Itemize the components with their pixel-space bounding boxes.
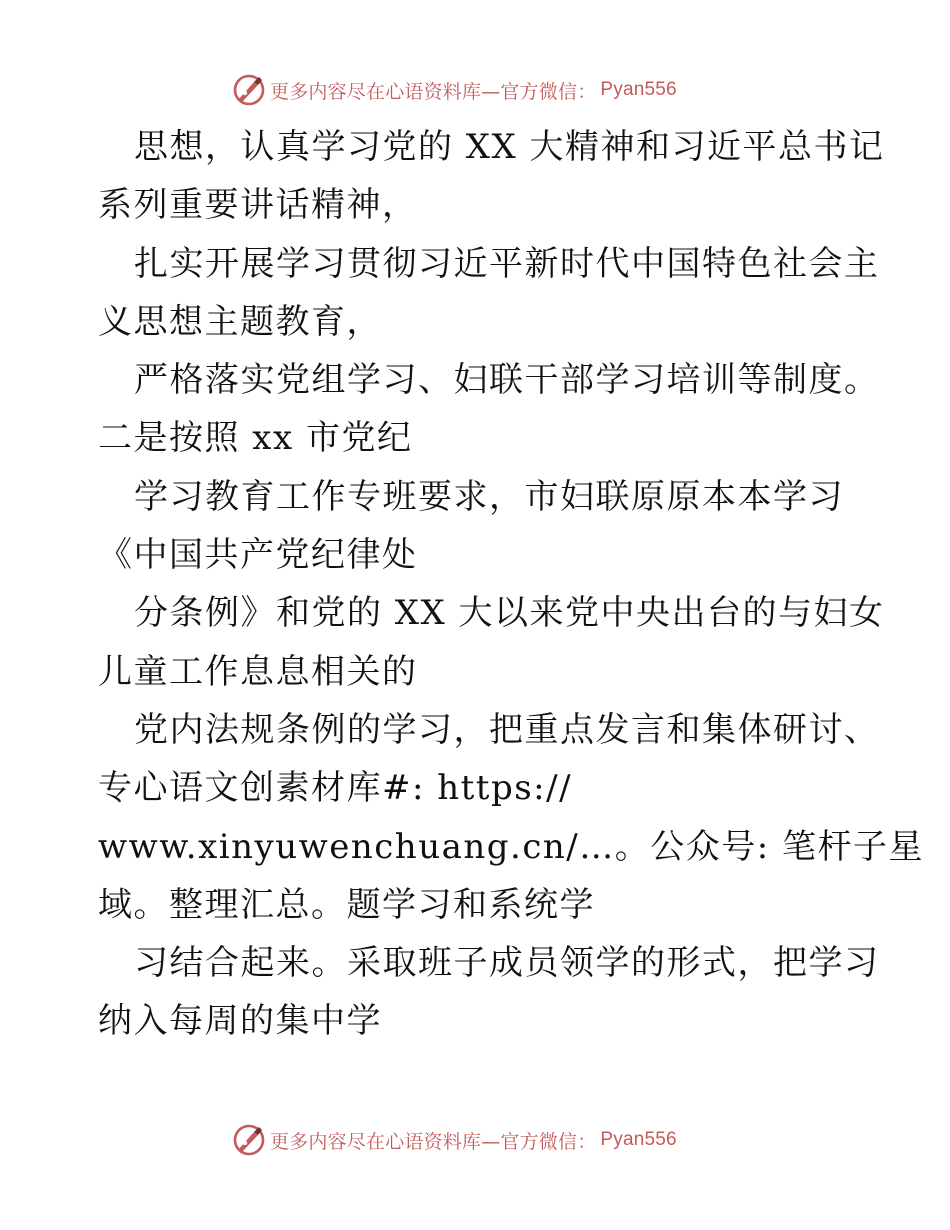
text-line: 学习教育工作专班要求，市妇联原原本本学习 [134,476,844,517]
text-line: 二是按照 xx 市党纪 [98,418,413,459]
text-line: 严格落实党组学习、妇联干部学习培训等制度。 [134,360,880,401]
text-line: 系列重要讲话精神， [98,185,418,226]
text-line: 纳入每周的集中学 [98,1001,382,1042]
watermark-wechat-id: Pyan556 [600,79,677,100]
text-line: 党内法规条例的学习，把重点发言和集体研讨、 [134,709,880,750]
text-line: 习结合起来。采取班子成员领学的形式，把学习 [134,943,880,984]
text-line: 儿童工作息息相关的 [98,651,418,692]
header-watermark [232,70,732,110]
pen-logo-icon [232,1123,266,1157]
watermark-label: 更多内容尽在心语资料库—官方微信： [270,1130,597,1153]
text-line: 域。整理汇总。题学习和系统学 [98,884,595,925]
watermark-wechat-id: Pyan556 [600,1129,677,1150]
pen-logo-icon [232,73,266,107]
text-line: 专心语文创素材库#: https:// [98,768,573,809]
text-line: 义思想主题教育， [98,301,382,342]
text-line: 《中国共产党纪律处 [98,535,418,576]
text-line: www.xinyuwenchuang.cn/…。公众号: 笔杆子星 [98,826,924,867]
watermark-label: 更多内容尽在心语资料库—官方微信： [270,80,597,103]
text-line: 思想，认真学习党的 XX 大精神和习近平总书记 [134,127,885,167]
document-body [98,118,924,1051]
text-line: 扎实开展学习贯彻习近平新时代中国特色社会主 [134,243,880,284]
footer-watermark [232,1120,732,1160]
text-line: 分条例》和党的 XX 大以来党中央出台的与妇女 [134,593,885,634]
